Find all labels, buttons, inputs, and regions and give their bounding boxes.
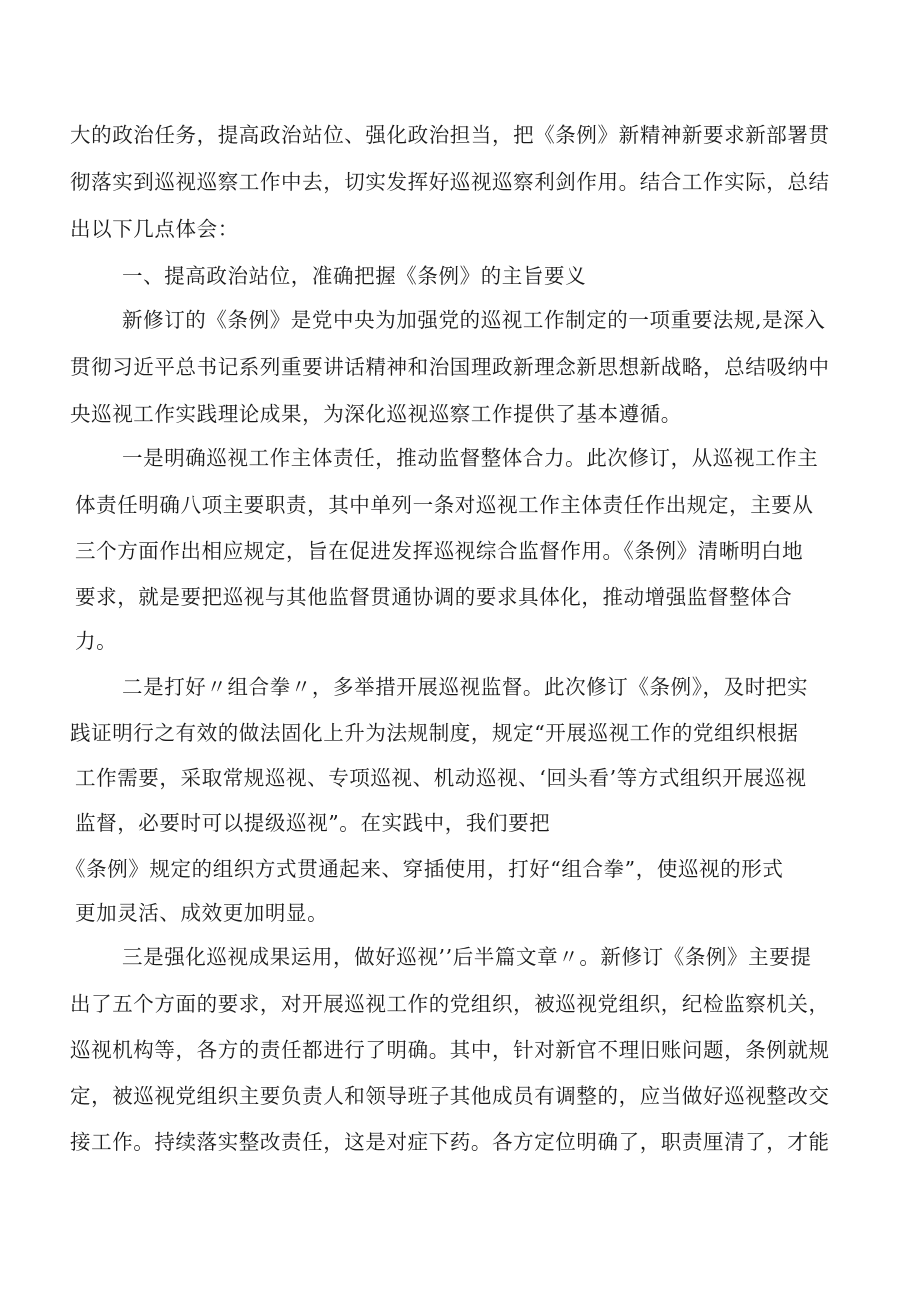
- text-line: 三个方面作出相应规定，旨在促进发挥巡视综合监督作用。《条例》清晰明白地: [75, 539, 804, 563]
- text-line: 力。: [75, 629, 118, 653]
- text-line: 监督，必要时可以提级巡视”。在实践中，我们要把: [75, 811, 551, 835]
- text-line: 二是打好〃组合拳〃，多举措开展巡视监督。此次修订《条例》，及时把实: [122, 675, 809, 699]
- text-line: 彻落实到巡视巡察工作中去，切实发挥好巡视巡察利剑作用。结合工作实际，总结: [70, 170, 830, 194]
- text-line: 《条例》规定的组织方式贯通起来、穿插使用，打好“组合拳”，使巡视的形式: [65, 857, 784, 881]
- text-line: 更加灵活、成效更加明显。: [75, 901, 329, 925]
- text-line: 体责任明确八项主要职责，其中单列一条对巡视工作主体责任作出规定，主要从: [75, 493, 814, 517]
- text-line: 贯彻习近平总书记系列重要讲话精神和治国理政新理念新思想新战略，总结吸纳中: [70, 355, 830, 379]
- text-line: 定，被巡视党组织主要负责人和领导班子其他成员有调整的，应当做好巡视整改交: [70, 1084, 830, 1108]
- text-line: 三是强化巡视成果运用，做好巡视’’后半篇文章〃。新修订《条例》主要提: [122, 945, 812, 969]
- text-line: 巡视机构等，各方的责任都进行了明确。其中，针对新官不理旧账问题，条例就规: [70, 1038, 830, 1062]
- text-line: 央巡视工作实践理论成果，为深化巡视巡察工作提供了基本遵循。: [70, 402, 682, 426]
- text-line: 工作需要，采取常规巡视、专项巡视、机动巡视、‘回头看’等方式组织开展巡视: [75, 766, 807, 790]
- text-line: 出以下几点体会：: [70, 217, 239, 241]
- text-line: 接工作。持续落实整改责任，这是对症下药。各方定位明确了，职责厘清了，才能: [70, 1130, 830, 1154]
- text-line: 一是明确巡视工作主体责任，推动监督整体合力。此次修订，从巡视工作主: [122, 446, 819, 470]
- text-line: 出了五个方面的要求，对开展巡视工作的党组织，被巡视党组织，纪检监察机关，: [70, 992, 830, 1016]
- text-line: 新修订的《条例》是党中央为加强党的巡视工作制定的一项重要法规,是深入: [122, 308, 826, 332]
- text-line: 要求，就是要把巡视与其他监督贯通协调的要求具体化，推动增强监督整体合: [75, 585, 793, 609]
- section-heading: 一、提高政治站位，准确把握《条例》的主旨要义: [122, 264, 587, 288]
- text-line: 大的政治任务，提高政治站位、强化政治担当，把《条例》新精神新要求新部署贯: [70, 123, 830, 147]
- text-line: 践证明行之有效的做法固化上升为法规制度，规定“开展巡视工作的党组织根据: [70, 721, 799, 745]
